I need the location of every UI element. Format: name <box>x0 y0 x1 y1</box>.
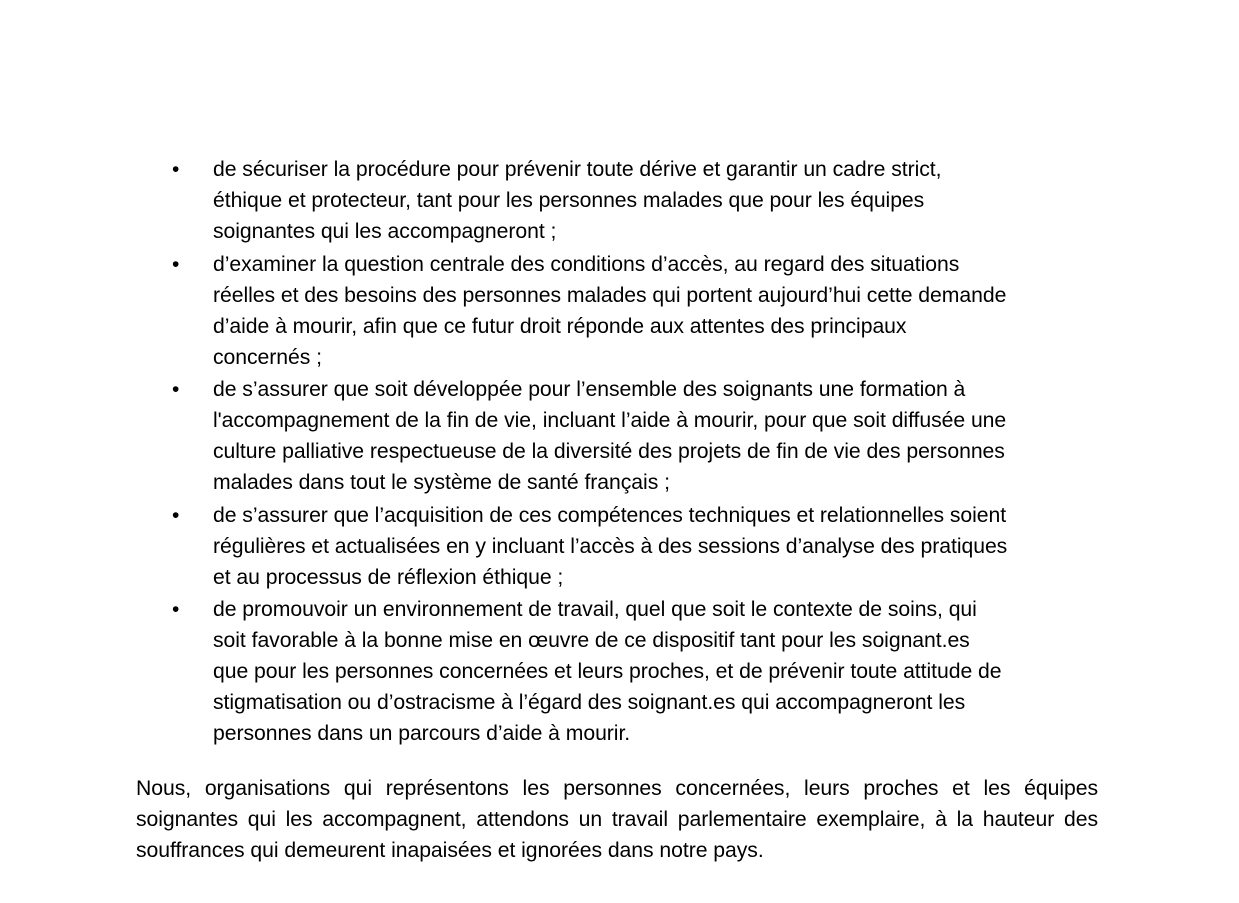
list-item-line: l'accompagnement de la fin de vie, incluant l’aide à mourir, pour que soit diffusée une <box>213 409 1007 432</box>
list-item <box>136 594 1098 749</box>
list-item-line: d’examiner la question centrale des conditions d’accès, au regard des situations <box>213 252 960 276</box>
list-item-line: réelles et des besoins des personnes malades qui portent aujourd’hui cette demande <box>213 283 1007 307</box>
list-item-line: stigmatisation ou d’ostracisme à l’égard des soignant.es qui accompagneront les <box>213 691 966 714</box>
list-item-line: malades dans tout le système de santé français ; <box>213 471 670 494</box>
list-item <box>136 249 1098 373</box>
list-item-line: que pour les personnes concernées et leurs proches, et de prévenir toute attitude de <box>213 660 1002 683</box>
list-item-line: de sécuriser la procédure pour prévenir toute dérive et garantir un cadre strict, <box>213 158 942 181</box>
closing-paragraph: Nous, organisations qui représentons les personnes concernées, leurs proches et les équipes soignantes qui les accompagnent, attendons un travail parlementaire exemplaire, à la hauteur des souffrances qui demeurent inapaisées et ignorées dans notre pays. <box>136 777 1098 862</box>
list-item-line: et au processus de réflexion éthique ; <box>213 565 564 589</box>
list-item-line: de s’assurer que soit développée pour l’ensemble des soignants une formation à <box>213 378 966 401</box>
recommendations-list <box>136 154 1098 749</box>
list-item-line: soit favorable à la bonne mise en œuvre de ce dispositif tant pour les soignant.es <box>213 629 970 652</box>
document-page <box>136 154 1098 866</box>
bullet-icon: • <box>172 252 180 276</box>
list-item-line: régulières et actualisées en y incluant l’accès à des sessions d’analyse des pratiques <box>213 534 1008 558</box>
list-item-line: de s’assurer que l’acquisition de ces compétences techniques et relationnelles soient <box>213 503 1007 527</box>
list-item-line: de promouvoir un environnement de travail, quel que soit le contexte de soins, qui <box>213 598 977 621</box>
bullet-icon: • <box>172 503 180 527</box>
list-item <box>136 374 1098 498</box>
bullet-icon: • <box>172 158 180 181</box>
bullet-icon: • <box>172 598 180 621</box>
list-item-line: personnes dans un parcours d’aide à mourir. <box>213 722 631 745</box>
list-item <box>136 500 1098 593</box>
list-item-line: soignantes qui les accompagneront ; <box>213 220 557 243</box>
list-item <box>136 154 1098 247</box>
list-item-line: d’aide à mourir, afin que ce futur droit réponde aux attentes des principaux <box>213 314 907 338</box>
list-item-line: concernés ; <box>213 345 322 369</box>
list-item-line: éthique et protecteur, tant pour les personnes malades que pour les équipes <box>213 189 925 212</box>
bullet-icon: • <box>172 378 180 401</box>
list-item-line: culture palliative respectueuse de la diversité des projets de fin de vie des personnes <box>213 440 1005 463</box>
